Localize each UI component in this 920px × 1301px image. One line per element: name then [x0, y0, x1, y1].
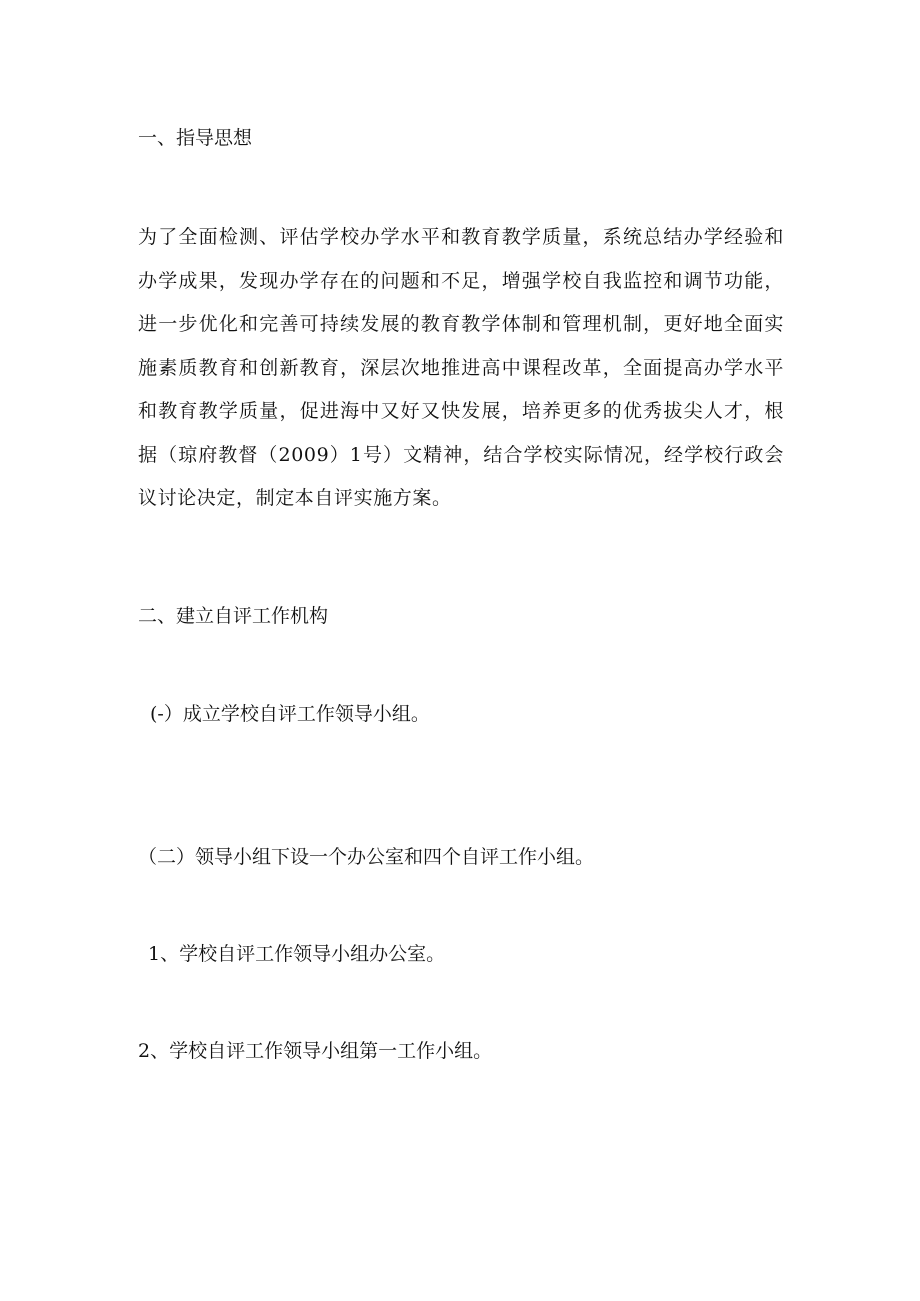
section-heading-1: 一、指导思想: [138, 127, 253, 149]
list-item-2: 2、学校自评工作领导小组第一工作小组。: [138, 1040, 493, 1062]
sub-item-one: (-）成立学校自评工作领导小组。: [150, 703, 430, 725]
sub-item-two: （二）领导小组下设一个办公室和四个自评工作小组。: [138, 846, 595, 868]
section-1-paragraph: 为了全面检测、评估学校办学水平和教育教学质量，系统总结办学经验和办学成果，发现办学存在的问题和不足，增强学校自我监控和调节功能，进一步优化和完善可持续发展的教育教学体制和管理机制，更好地全面实施素质教育和创新教育，深层次地推进高中课程改革，全面提高办学水平和教育教学质量，促进海中又好又快发展，培养更多的优秀拔尖人才，根据（琼府教督（2009）1号）文精神，结合学校实际情况，经学校行政会议讨论决定，制定本自评实施方案。: [138, 226, 784, 509]
list-item-1: 1、学校自评工作领导小组办公室。: [148, 943, 446, 965]
section-heading-2: 二、建立自评工作机构: [138, 605, 329, 627]
